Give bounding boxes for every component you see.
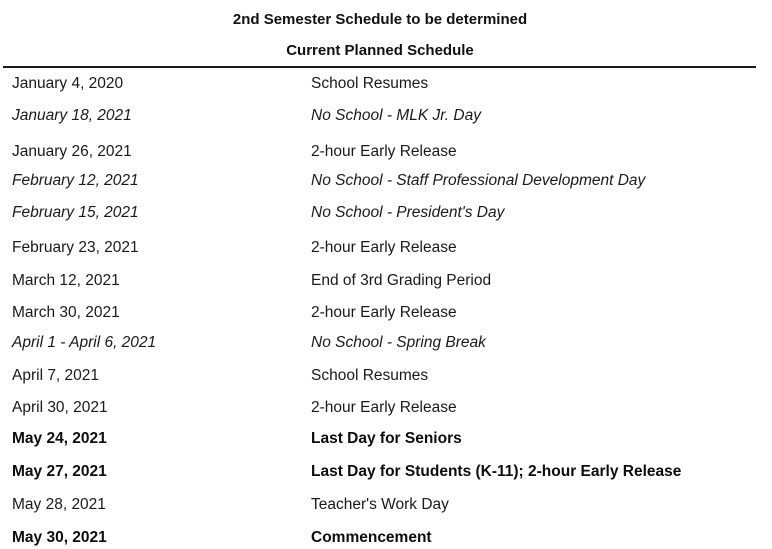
schedule-date: May 30, 2021 bbox=[12, 529, 107, 546]
schedule-date: May 27, 2021 bbox=[12, 463, 107, 480]
table-row bbox=[0, 170, 772, 192]
schedule-event: 2-hour Early Release bbox=[311, 143, 457, 160]
schedule-date: January 18, 2021 bbox=[12, 107, 132, 124]
schedule-date: January 4, 2020 bbox=[12, 75, 124, 92]
page-subtitle: Current Planned Schedule bbox=[286, 42, 474, 59]
schedule-event: 2-hour Early Release bbox=[311, 399, 457, 416]
schedule-event: Commencement bbox=[311, 529, 432, 546]
schedule-date: May 28, 2021 bbox=[12, 496, 106, 513]
schedule-event: No School - Spring Break bbox=[311, 334, 486, 351]
table-row bbox=[0, 494, 772, 516]
schedule-event: Last Day for Seniors bbox=[311, 430, 462, 447]
schedule-date: February 23, 2021 bbox=[12, 239, 139, 256]
table-row bbox=[0, 302, 772, 324]
table-row bbox=[0, 73, 772, 95]
schedule-event: School Resumes bbox=[311, 367, 429, 384]
table-row bbox=[0, 527, 772, 549]
schedule-date: January 26, 2021 bbox=[12, 143, 132, 160]
schedule-event: No School - MLK Jr. Day bbox=[311, 107, 481, 124]
table-row bbox=[0, 105, 772, 127]
table-row bbox=[0, 270, 772, 292]
schedule-event: 2-hour Early Release bbox=[311, 304, 457, 321]
schedule-event: Teacher's Work Day bbox=[311, 496, 449, 513]
table-row bbox=[0, 332, 772, 354]
table-row bbox=[0, 237, 772, 259]
table-row bbox=[0, 397, 772, 419]
schedule-date: April 1 - April 6, 2021 bbox=[12, 334, 157, 351]
schedule-event: Last Day for Students (K-11); 2-hour Early Release bbox=[311, 463, 682, 480]
table-row bbox=[0, 141, 772, 163]
schedule-event: No School - Staff Professional Development Day bbox=[311, 172, 646, 189]
schedule-date: April 30, 2021 bbox=[12, 399, 108, 416]
schedule-event: School Resumes bbox=[311, 75, 429, 92]
table-row bbox=[0, 365, 772, 387]
schedule-event: 2-hour Early Release bbox=[311, 239, 457, 256]
schedule-event: End of 3rd Grading Period bbox=[311, 272, 492, 289]
schedule-date: March 12, 2021 bbox=[12, 272, 120, 289]
table-row bbox=[0, 202, 772, 224]
schedule-date: May 24, 2021 bbox=[12, 430, 107, 447]
table-row bbox=[0, 428, 772, 450]
header-divider bbox=[3, 66, 756, 68]
schedule-event: No School - President's Day bbox=[311, 204, 505, 221]
page-title: 2nd Semester Schedule to be determined bbox=[232, 11, 528, 28]
schedule-date: March 30, 2021 bbox=[12, 304, 120, 321]
schedule-date: April 7, 2021 bbox=[12, 367, 100, 384]
schedule-date: February 15, 2021 bbox=[12, 204, 139, 221]
table-row bbox=[0, 461, 772, 483]
schedule-date: February 12, 2021 bbox=[12, 172, 139, 189]
